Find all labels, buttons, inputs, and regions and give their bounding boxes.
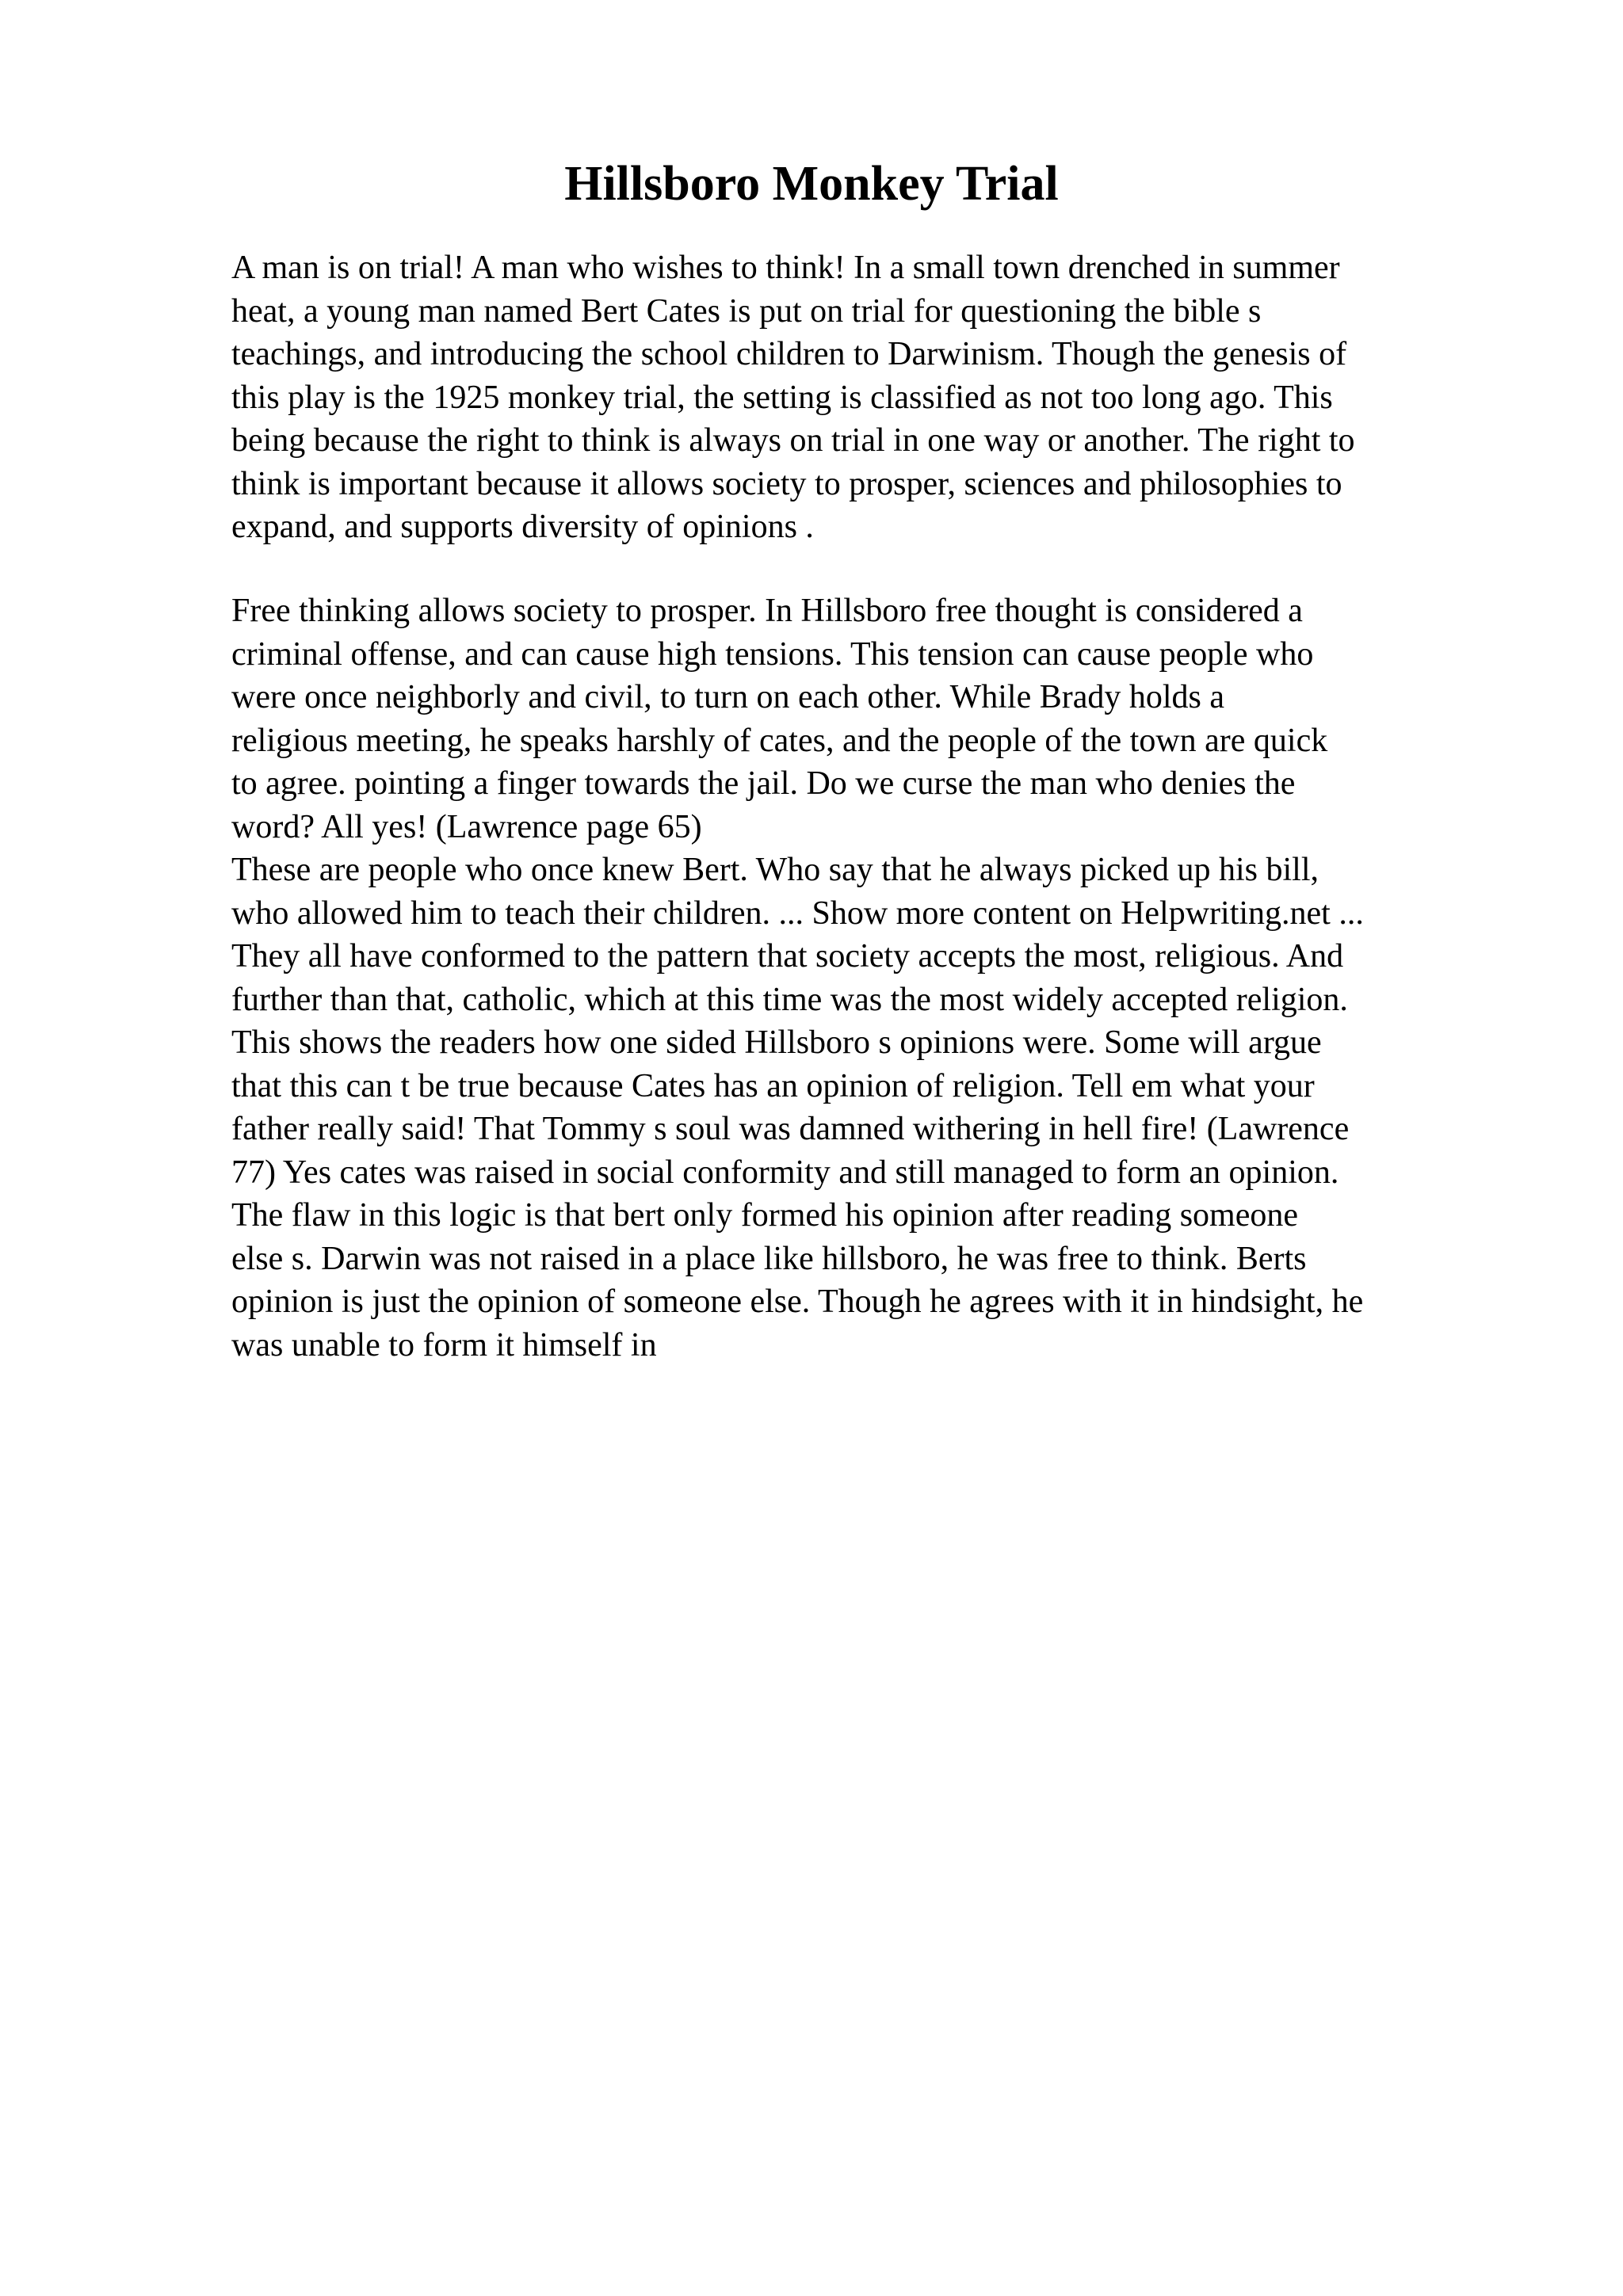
paragraph-line: Free thinking allows society to prosper. In Hillsboro free thought is considered a (231, 593, 1303, 629)
paragraph-line: religious meeting, he speaks harshly of cates, and the people of the town are quick (231, 722, 1328, 759)
paragraph-line: word? All yes! (Lawrence page 65) (231, 808, 702, 845)
paragraph-line: A man is on trial! A man who wishes to think! In a small town drenched in summer (231, 250, 1340, 286)
paragraph-line: being because the right to think is always on trial in one way or another. The right to (231, 422, 1355, 459)
paragraph-line: else s. Darwin was not raised in a place like hillsboro, he was free to think. Berts (231, 1240, 1307, 1277)
paragraph-line: this play is the 1925 monkey trial, the setting is classified as not too long ago. This (231, 379, 1333, 416)
paragraph-line: was unable to form it himself in (231, 1326, 657, 1363)
paragraph-line: The flaw in this logic is that bert only formed his opinion after reading someone (231, 1197, 1299, 1234)
paragraph-body (231, 589, 1499, 1367)
paragraph-line: opinion is just the opinion of someone else. Though he agrees with it in hindsight, he (231, 1283, 1364, 1320)
paragraph-line: further than that, catholic, which at this time was the most widely accepted religion. (231, 981, 1348, 1018)
paragraph-intro (231, 246, 1499, 549)
paragraph-line: who allowed him to teach their children. ... Show more content on Helpwriting.net ... (231, 894, 1364, 932)
paragraph-line: father really said! That Tommy s soul was damned withering in hell fire! (Lawrence (231, 1111, 1350, 1147)
paragraph-line: 77) Yes cates was raised in social conformity and still managed to form an opinion. (231, 1154, 1339, 1191)
paragraph-line: These are people who once knew Bert. Who say that he always picked up his bill, (231, 852, 1319, 888)
paragraph-line: to agree. pointing a finger towards the jail. Do we curse the man who denies the (231, 765, 1296, 802)
paragraph-line: were once neighborly and civil, to turn on each other. While Brady holds a (231, 679, 1225, 715)
paragraph-line: heat, a young man named Bert Cates is put on trial for questioning the bible s (231, 292, 1262, 330)
paragraph-line: criminal offense, and can cause high tensions. This tension can cause people who (231, 635, 1314, 673)
paragraph-line: They all have conformed to the pattern that society accepts the most, religious. And (231, 938, 1344, 974)
paragraph-line: This shows the readers how one sided Hillsboro s opinions were. Some will argue (231, 1024, 1322, 1061)
paragraph-line: teachings, and introducing the school children to Darwinism. Though the genesis of (231, 336, 1347, 372)
paragraph-line: think is important because it allows society to prosper, sciences and philosophies to (231, 465, 1342, 502)
paragraph-line: that this can t be true because Cates has an opinion of religion. Tell em what your (231, 1067, 1315, 1104)
paragraph-line: expand, and supports diversity of opinions . (231, 509, 814, 545)
document-title: Hillsboro Monkey Trial (564, 157, 1059, 211)
